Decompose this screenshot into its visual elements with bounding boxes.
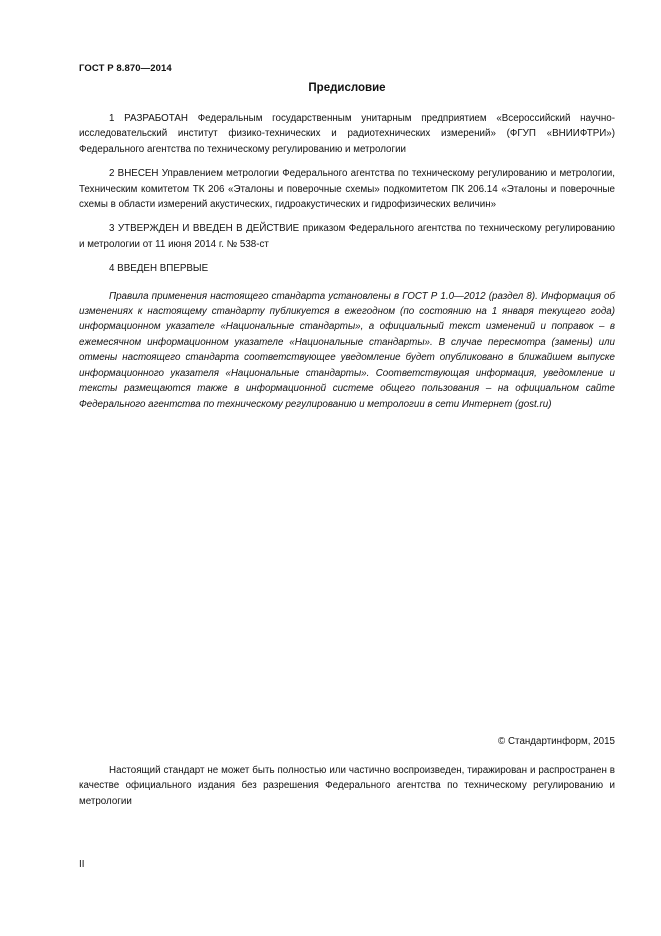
reproduction-notice: Настоящий стандарт не может быть полностью или частично воспроизведен, тиражирован и распространен в качестве официального издания без разрешения Федерального агентства по техническому регулированию и метрологии bbox=[79, 765, 615, 807]
paragraph-submitted: 2 ВНЕСЕН Управлением метрологии Федерального агентства по техническому регулированию и метрологии, Техническим комитетом ТК 206 «Эталоны и поверочные схемы» подкомитетом ПК 206.14 «Эталоны и поверочные схемы в области измерений акустических, гидроакустических и гидрофизических величин» bbox=[79, 168, 615, 211]
paragraph-introduced: 4 ВВЕДЕН ВПЕРВЫЕ bbox=[109, 263, 209, 275]
paragraph-developed: 1 РАЗРАБОТАН Федеральным государственным унитарным предприятием «Всероссийский научно-исследовательский институт физико-технических и радиотехнических измерений» (ФГУП «ВНИИФТРИ») Федерального агентства по техническому регулированию и метрологии bbox=[79, 113, 615, 155]
page-title: Предисловие bbox=[308, 82, 386, 94]
document-code: ГОСТ Р 8.870—2014 bbox=[79, 63, 172, 74]
paragraph-approved: 3 УТВЕРЖДЕН И ВВЕДЕН В ДЕЙСТВИЕ приказом Федерального агентства по техническому регулированию и метрологии от 11 июня 2014 г. № 538-ст bbox=[79, 223, 615, 250]
preface-body bbox=[79, 111, 615, 421]
application-rules-note: Правила применения настоящего стандарта установлены в ГОСТ Р 1.0—2012 (раздел 8). Информация об изменениях к настоящему стандарту публикуется в ежегодном (по состоянию на 1 января текущего года) информационном указателе «Национальные стандарты», а официальный текст изменений и поправок – в ежемесячном информационном указателе «Национальные стандарты». В случае пересмотра (замены) или отмены настоящего стандарта соответствующее уведомление будет опубликовано в ближайшем выпуске информационного указателя «Национальные стандарты». Соответствующая информация, уведомление и тексты размещаются также в информационной системе общего пользования – на официальном сайте Федерального агентства по техническому регулированию и метрологии в сети Интернет (gost.ru) bbox=[79, 290, 615, 410]
copyright-line: © Стандартинформ, 2015 bbox=[498, 736, 615, 747]
page-number: II bbox=[79, 859, 85, 870]
